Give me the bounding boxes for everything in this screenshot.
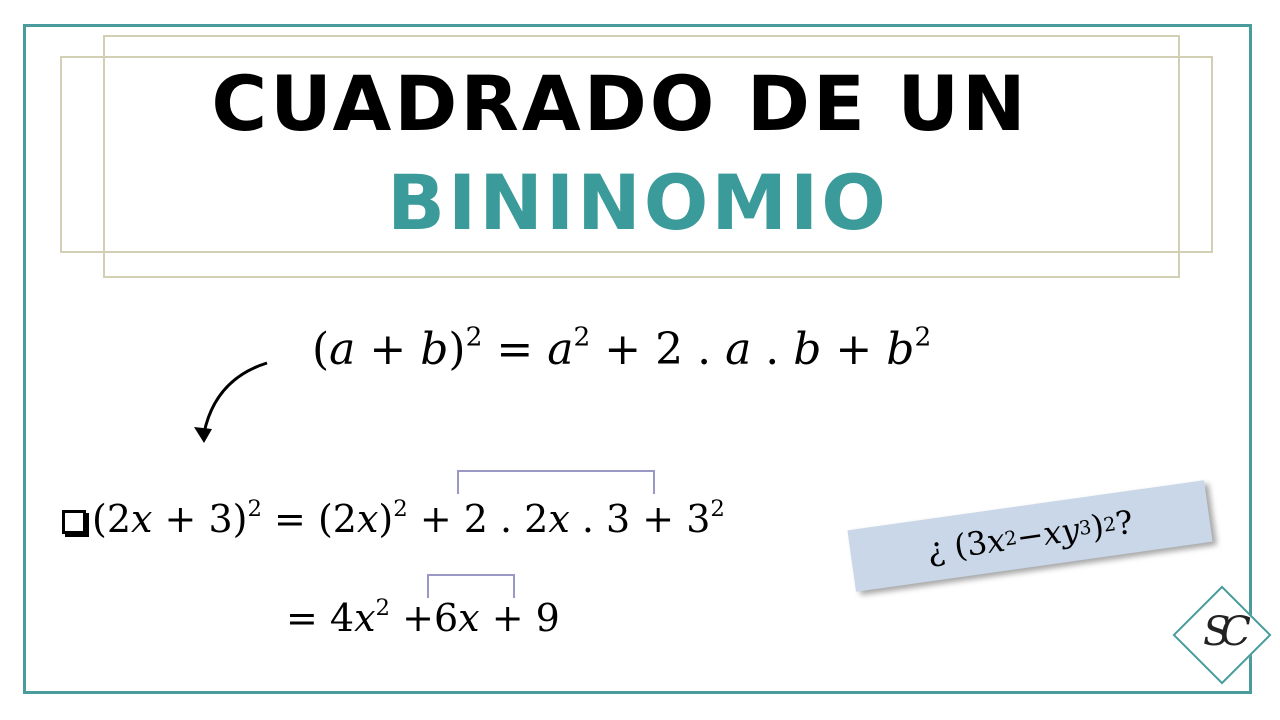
question-minus: − <box>1014 515 1047 557</box>
formula-exponent-b: 2 <box>914 321 932 353</box>
eq1-part4: ) <box>378 497 394 541</box>
eq1-exp1: 2 <box>247 496 262 523</box>
eq1-part2: + 3) <box>152 497 248 541</box>
question-exp-y: 3 <box>1077 515 1093 540</box>
formula-var-b-squared: b <box>886 324 915 375</box>
question-exp-outer: 2 <box>1101 512 1118 537</box>
eq1-part5: + 2 . 2 <box>407 497 549 541</box>
eq2-x5: x <box>458 596 480 640</box>
eq1-part6: . 3 + 3 <box>569 497 711 541</box>
question-exp-x: 2 <box>1003 525 1019 551</box>
formula-open: ( <box>312 324 330 375</box>
eq2-x4: x <box>354 596 376 640</box>
question-open: ¿ (3 <box>924 523 990 570</box>
formula-var-a-squared: a <box>547 324 574 375</box>
title-line-1: CUADRADO DE UN <box>211 59 1029 148</box>
formula-var-b: b <box>420 324 449 375</box>
eq1-exp2: 2 <box>393 496 408 523</box>
eq2-part3: + 9 <box>479 596 560 640</box>
formula-var-a-mid: a <box>725 324 752 375</box>
question-x: x <box>984 520 1008 561</box>
eq2-exp4: 2 <box>375 595 391 622</box>
formula-exponent: 2 <box>465 321 483 353</box>
eq1-part3: = (2 <box>261 497 357 541</box>
checkbox-bullet-icon <box>62 510 86 534</box>
question-end: ? <box>1113 502 1136 543</box>
formula-plus: + <box>355 324 421 375</box>
example-line-1 <box>62 496 725 541</box>
question-xy: xy <box>1040 510 1082 553</box>
eq1-part1: (2 <box>92 497 132 541</box>
bracket-line-1 <box>457 470 655 494</box>
eq1-exp3: 2 <box>710 496 725 523</box>
binomial-square-formula <box>312 321 932 375</box>
formula-middle-term: + 2 . <box>590 324 726 375</box>
formula-exponent-a: 2 <box>573 321 591 353</box>
formula-var-a: a <box>329 324 356 375</box>
sc-logo <box>1172 585 1272 685</box>
bracket-line-2 <box>427 574 515 598</box>
formula-equals: = <box>482 324 548 375</box>
formula-plus-last: + <box>821 324 887 375</box>
eq2-part2: +6 <box>390 596 459 640</box>
eq1-x2: x <box>356 497 379 541</box>
logo-monogram: SC <box>1202 609 1241 655</box>
curved-arrow-icon <box>190 355 280 450</box>
eq1-x1: x <box>131 497 153 541</box>
eq2-part1: = 4 <box>286 596 355 640</box>
question-close: ) <box>1088 506 1107 547</box>
formula-dot: . <box>751 324 794 375</box>
formula-close: ) <box>448 324 466 375</box>
title-line-2: BININOMIO <box>387 158 889 247</box>
eq1-x3: x <box>548 497 570 541</box>
formula-var-b-mid: b <box>793 324 822 375</box>
example-line-2 <box>286 595 560 640</box>
